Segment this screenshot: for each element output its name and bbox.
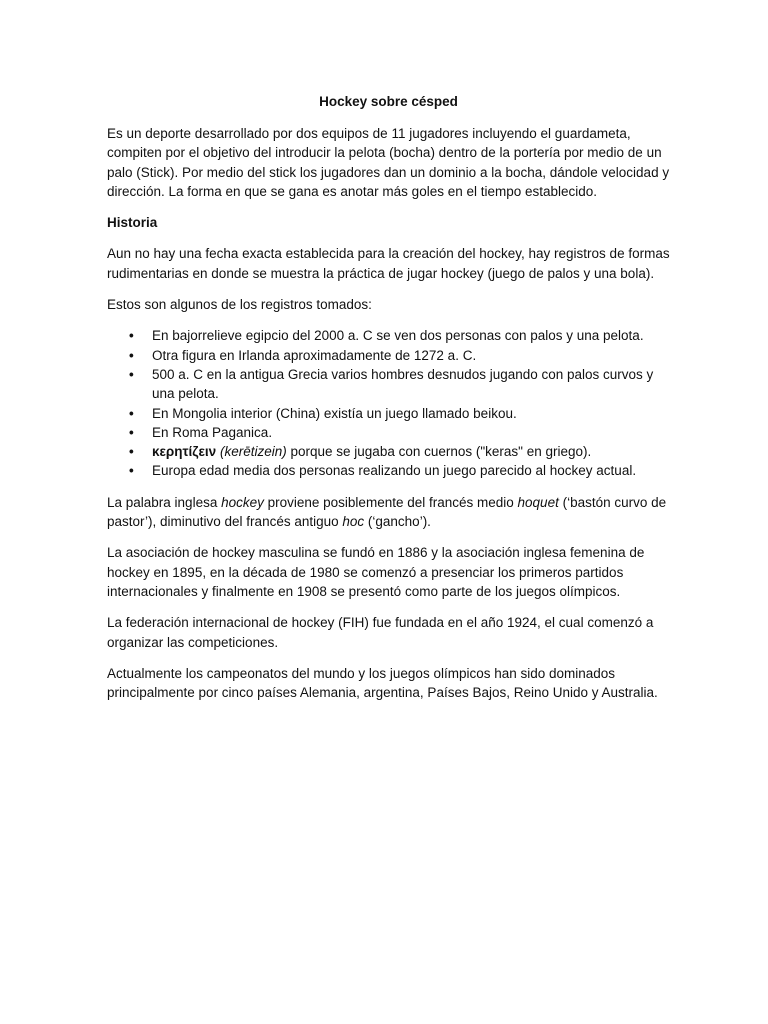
etymology-paragraph (107, 493, 670, 532)
bullet-icon: • (129, 444, 134, 460)
list-item (107, 326, 670, 345)
list-item (107, 346, 670, 365)
list-item (107, 442, 670, 461)
association-paragraph: La asociación de hockey masculina se fundó en 1886 y la asociación inglesa femenina de hockey en 1895, en la década de 1980 se comenzó a presenciar los primeros partidos internacionales y finalmente en 1908 se presentó como parte de los juegos olímpicos. (107, 545, 645, 599)
etymology-text: (‘gancho’). (364, 514, 431, 530)
records-intro: Estos son algunos de los registros tomados: (107, 297, 372, 313)
etymology-text: proviene posiblemente del francés medio (263, 494, 518, 510)
bullet-icon: • (129, 463, 134, 479)
term-hoc: hoc (342, 514, 365, 530)
list-item (107, 404, 670, 423)
bullet-icon: • (129, 405, 134, 421)
intro-paragraph: Es un deporte desarrollado por dos equipos de 11 jugadores incluyendo el guardameta, compiten por el objetivo del introducir la pelota (bocha) dentro de la portería por medio de un palo (Stick). Por medio del stick los jugadores dan un dominio a la bocha, dándole velocidad y dirección. La forma en que se gana es anotar más goles en el tiempo establecido. (107, 126, 670, 199)
term-hoquet: hoquet (517, 494, 559, 510)
list-item (107, 461, 670, 480)
bullet-icon: • (129, 366, 134, 382)
history-paragraph: Aun no hay una fecha exacta establecida para la creación del hockey, hay registros de formas rudimentarias en donde se muestra la práctica de jugar hockey (juego de palos y una bola). (107, 246, 670, 281)
etymology-text: La palabra inglesa (107, 494, 222, 510)
list-item-text: Otra figura en Irlanda aproximadamente de 1272 a. C. (152, 347, 477, 363)
list-item-text: 500 a. C en la antigua Grecia varios hombres desnudos jugando con palos curvos y una pelota. (152, 366, 654, 402)
greek-transliteration: (kerētizein) (219, 444, 287, 460)
list-item (107, 423, 670, 442)
records-list (107, 326, 670, 480)
greek-word: κερητίζειν (152, 444, 217, 460)
history-heading: Historia (107, 215, 158, 231)
list-item-text: En Mongolia interior (China) existía un juego llamado beikou. (152, 405, 517, 421)
term-hockey: hockey (221, 494, 264, 510)
document-title: Hockey sobre césped (319, 94, 458, 109)
list-item-text: En bajorrelieve egipcio del 2000 a. C se ven dos personas con palos y una pelota. (152, 328, 644, 344)
list-item-text: En Roma Paganica. (152, 424, 273, 440)
list-item (107, 365, 670, 404)
list-item-text: Europa edad media dos personas realizando un juego parecido al hockey actual. (152, 463, 637, 479)
list-item-text: porque se jugaba con cuernos ("keras" en griego). (286, 444, 592, 460)
fih-paragraph: La federación internacional de hockey (FIH) fue fundada en el año 1924, el cual comenzó a organizar las competiciones. (107, 615, 654, 650)
bullet-icon: • (129, 328, 134, 344)
bullet-icon: • (129, 424, 134, 440)
current-paragraph: Actualmente los campeonatos del mundo y los juegos olímpicos han sido dominados principalmente por cinco países Alemania, argentina, Países Bajos, Reino Unido y Australia. (107, 665, 658, 701)
etymology-text: (‘bastón curvo de pastor’), diminutivo del francés antiguo (107, 494, 667, 530)
bullet-icon: • (129, 347, 134, 363)
